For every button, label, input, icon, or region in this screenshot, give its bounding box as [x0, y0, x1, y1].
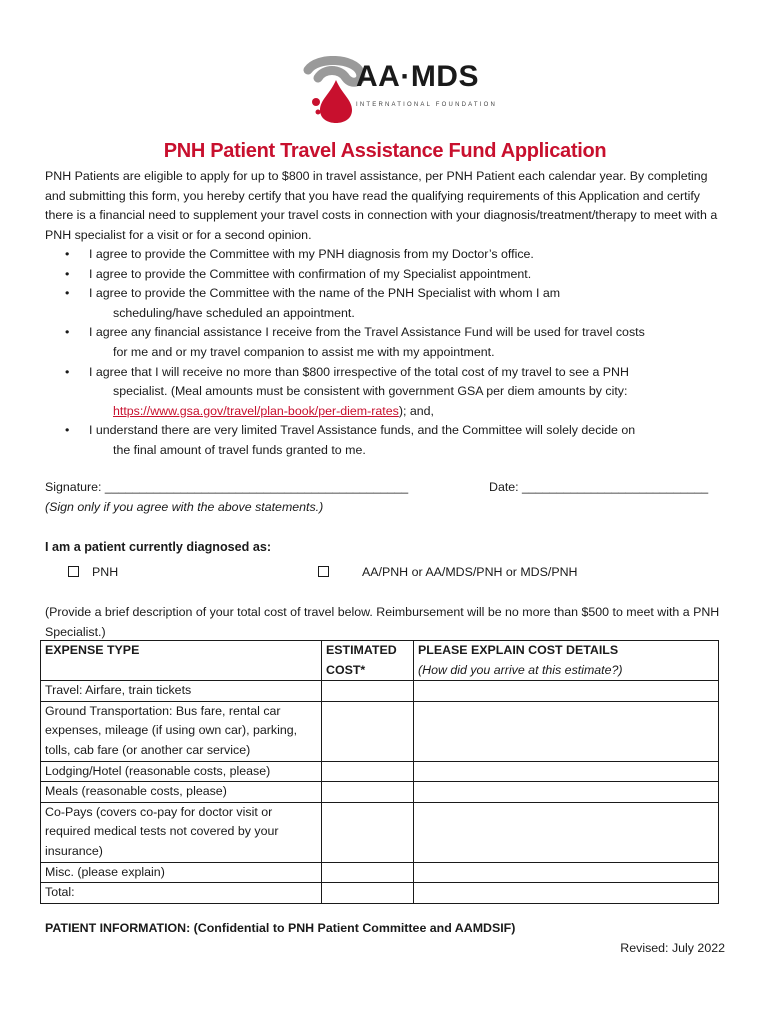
- expense-label: Ground Transportation: Bus fare, rental car expenses, mileage (if using own car), parking, tolls, cab fare (or another car service): [41, 701, 322, 761]
- cost-cell[interactable]: [322, 681, 414, 702]
- agreement-item: [45, 265, 730, 285]
- table-row: [41, 701, 719, 761]
- agreement-text-cont: for me and or my travel companion to assist me with my appointment.: [113, 344, 495, 359]
- pnh-checkbox[interactable]: [68, 566, 79, 577]
- gsa-suffix: ); and,: [398, 403, 434, 418]
- explain-cell[interactable]: [414, 782, 719, 803]
- cost-instructions: (Provide a brief description of your total cost of travel below. Reimbursement will be no more than $500 to meet with a PNH Specialist.): [45, 605, 720, 639]
- agreement-item: [45, 421, 730, 460]
- intro-paragraph: PNH Patients are eligible to apply for up to $800 in travel assistance, per PNH Patient each calendar year. By completing and submitting this form, you hereby certify that you have read the qualifying requirements of this Application and certify there is a financial need to supplement your travel costs in connection with your diagnosis/treatment/therapy to meet with a PNH specialist for a visit or for a second opinion.: [45, 169, 718, 242]
- agreement-text-cont: specialist. (Meal amounts must be consistent with government GSA per diem amounts by city:: [113, 384, 628, 399]
- cost-cell[interactable]: [322, 782, 414, 803]
- logo-tagline: INTERNATIONAL FOUNDATION: [356, 102, 498, 108]
- table-row: [41, 883, 719, 904]
- expense-label: Misc. (please explain): [41, 862, 322, 883]
- header-estimated-cost: ESTIMATED COST*: [322, 641, 414, 681]
- aa-pnh-option-label: AA/PNH or AA/MDS/PNH or MDS/PNH: [362, 565, 578, 579]
- patient-info-heading: PATIENT INFORMATION: (Confidential to PNH Patient Committee and AAMDSIF): [45, 921, 516, 935]
- table-row: [41, 802, 719, 862]
- header-explain-label: PLEASE EXPLAIN COST DETAILS: [418, 643, 619, 657]
- agreement-text: I agree to provide the Committee with my PNH diagnosis from my Doctor’s office.: [89, 247, 534, 261]
- aamds-logo: [296, 56, 498, 124]
- agreement-item: [45, 245, 730, 265]
- table-row: [41, 681, 719, 702]
- expense-label: Co-Pays (covers co-pay for doctor visit or required medical tests not covered by your insurance): [41, 802, 322, 862]
- table-row: [41, 782, 719, 803]
- expense-label: Meals (reasonable costs, please): [41, 782, 322, 803]
- agreement-text: I agree to provide the Committee with the name of the PNH Specialist with whom I am: [89, 286, 561, 301]
- expense-table: [40, 640, 719, 904]
- explain-cell[interactable]: [414, 862, 719, 883]
- gsa-line: [89, 402, 730, 422]
- aa-pnh-checkbox[interactable]: [318, 566, 329, 577]
- page-title: PNH Patient Travel Assistance Fund Application: [163, 140, 607, 162]
- header-expense-type: EXPENSE TYPE: [41, 641, 322, 681]
- explain-cell[interactable]: [414, 802, 719, 862]
- header-explain-sub: (How did you arrive at this estimate?): [418, 662, 623, 677]
- date-field[interactable]: Date: ___________________________: [489, 480, 709, 494]
- signature-note: (Sign only if you agree with the above statements.): [45, 500, 324, 514]
- cost-cell[interactable]: [322, 862, 414, 883]
- header-explain: [414, 641, 719, 681]
- agreement-item: [45, 284, 730, 323]
- agreement-text-cont: the final amount of travel funds granted to me.: [113, 442, 366, 457]
- expense-label: Travel: Airfare, train tickets: [41, 681, 322, 702]
- diagnosis-heading: I am a patient currently diagnosed as:: [45, 540, 272, 554]
- explain-cell[interactable]: [414, 883, 719, 904]
- agreement-text: I agree that I will receive no more than $800 irrespective of the total cost of my travel to see a PNH: [89, 364, 629, 379]
- agreement-text-cont: scheduling/have scheduled an appointment.: [113, 305, 355, 320]
- expense-label: Total:: [41, 883, 322, 904]
- agreement-text: I agree to provide the Committee with confirmation of my Specialist appointment.: [89, 266, 532, 281]
- cost-cell[interactable]: [322, 701, 414, 761]
- logo-brand-text: AA·MDS: [356, 60, 479, 93]
- agreement-item: [45, 323, 730, 362]
- explain-cell[interactable]: [414, 761, 719, 782]
- gsa-per-diem-link[interactable]: https://www.gsa.gov/travel/plan-book/per-diem-rates: [113, 403, 399, 418]
- explain-cell[interactable]: [414, 681, 719, 702]
- agreement-item: [45, 363, 730, 422]
- expense-label: Lodging/Hotel (reasonable costs, please): [41, 761, 322, 782]
- cost-cell[interactable]: [322, 802, 414, 862]
- agreement-list: [45, 245, 730, 461]
- table-row: [41, 862, 719, 883]
- agreement-text: I understand there are very limited Travel Assistance funds, and the Committee will solely decide on: [89, 423, 636, 438]
- table-row: [41, 761, 719, 782]
- explain-cell[interactable]: [414, 701, 719, 761]
- cost-cell[interactable]: [322, 761, 414, 782]
- cost-cell[interactable]: [322, 883, 414, 904]
- revised-date: Revised: July 2022: [620, 941, 725, 955]
- agreement-text: I agree any financial assistance I receive from the Travel Assistance Fund will be used for travel costs: [89, 325, 645, 340]
- signature-field[interactable]: Signature: ____________________________________________: [45, 480, 409, 494]
- table-header-row: [41, 641, 719, 681]
- pnh-option-label: PNH: [92, 565, 119, 579]
